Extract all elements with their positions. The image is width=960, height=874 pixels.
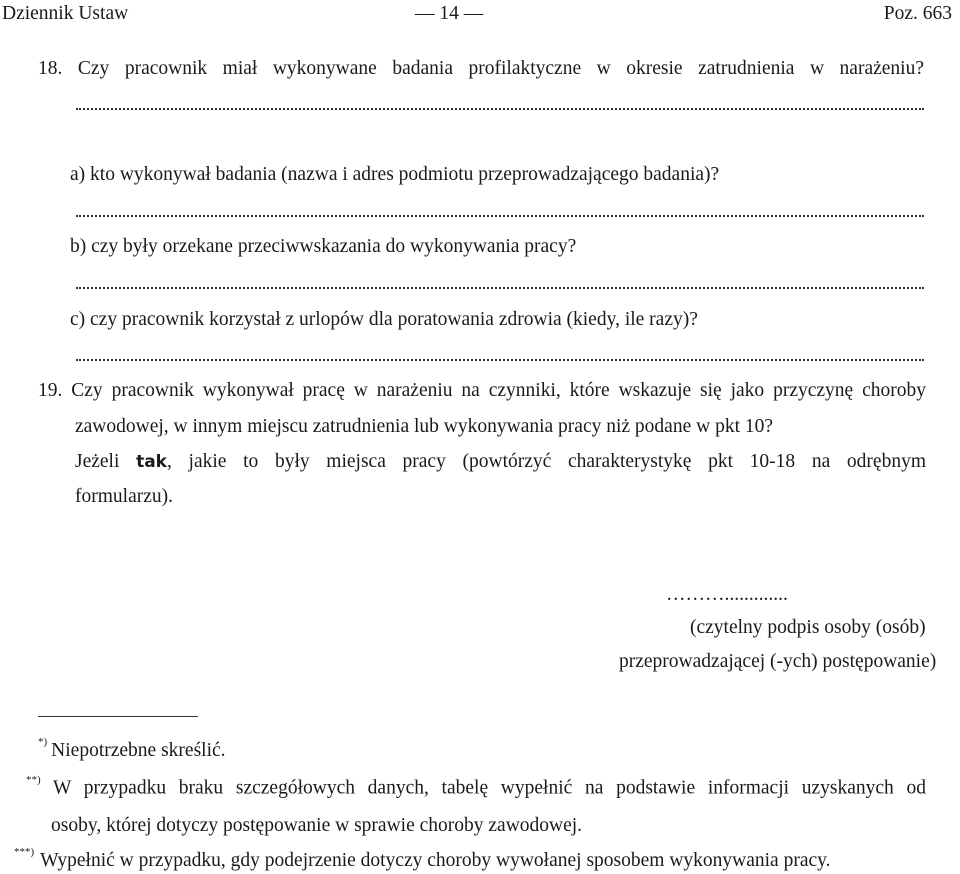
footnote-1-text: Niepotrzebne skreślić. bbox=[51, 739, 226, 761]
signature-dots: ………............. bbox=[666, 584, 788, 605]
footnote-1 bbox=[38, 736, 226, 761]
question-19-line4: formularzu). bbox=[75, 486, 173, 507]
question-19-line3 bbox=[75, 452, 926, 472]
question-18: 18. Czy pracownik miał wykonywane badania profilaktyczne w okresie zatrudnienia w narażeniu? bbox=[38, 58, 924, 79]
footnote-3-mark: ***) bbox=[14, 846, 35, 858]
signature-caption-1: (czytelny podpis osoby (osób) bbox=[690, 617, 926, 638]
footnote-2-text: W przypadku braku szczegółowych danych, tabelę wypełnić na podstawie informacji uzyskanych od bbox=[53, 777, 926, 799]
position-number: Poz. 663 bbox=[883, 3, 952, 24]
signature-caption-2: przeprowadzającej (-ych) postępowanie) bbox=[619, 651, 937, 672]
footnote-3 bbox=[14, 846, 831, 871]
footnote-3-text: Wypełnić w przypadku, gdy podejrzenie dotyczy choroby wywołanej sposobem wykonywania pracy. bbox=[40, 849, 831, 871]
footnote-2-mark: **) bbox=[26, 774, 41, 786]
question-19-line3-post: , jakie to były miejsca pracy (powtórzyć charakterystykę pkt 10-18 na odrębnym bbox=[166, 451, 927, 472]
question-18c: c) czy pracownik korzystał z urlopów dla poratowania zdrowia (kiedy, ile razy)? bbox=[70, 309, 698, 330]
footnote-1-mark: *) bbox=[38, 736, 48, 748]
answer-line-18 bbox=[76, 108, 924, 110]
footnote-2-line1 bbox=[26, 774, 926, 799]
question-18a: a) kto wykonywał badania (nazwa i adres podmiotu przeprowadzającego badania)? bbox=[70, 164, 720, 185]
answer-line-18b bbox=[76, 287, 924, 289]
answer-line-18c bbox=[76, 359, 924, 361]
question-19-line1: 19. Czy pracownik wykonywał pracę w narażeniu na czynniki, które wskazuje się jako przyczynę choroby bbox=[38, 380, 926, 401]
question-19-line2: zawodowej, w innym miejscu zatrudnienia lub wykonywania pracy niż podane w pkt 10? bbox=[75, 416, 774, 437]
footnote-rule bbox=[38, 716, 198, 717]
question-19-tak: tak bbox=[136, 452, 167, 472]
page-number: — 14 — bbox=[415, 3, 484, 24]
footnote-2-line2: osoby, której dotyczy postępowanie w sprawie choroby zawodowej. bbox=[51, 815, 583, 836]
question-19-line3-pre: Jeżeli bbox=[75, 451, 137, 472]
question-18b: b) czy były orzekane przeciwwskazania do wykonywania pracy? bbox=[70, 236, 577, 257]
journal-title: Dziennik Ustaw bbox=[2, 3, 129, 24]
answer-line-18a bbox=[76, 215, 924, 217]
